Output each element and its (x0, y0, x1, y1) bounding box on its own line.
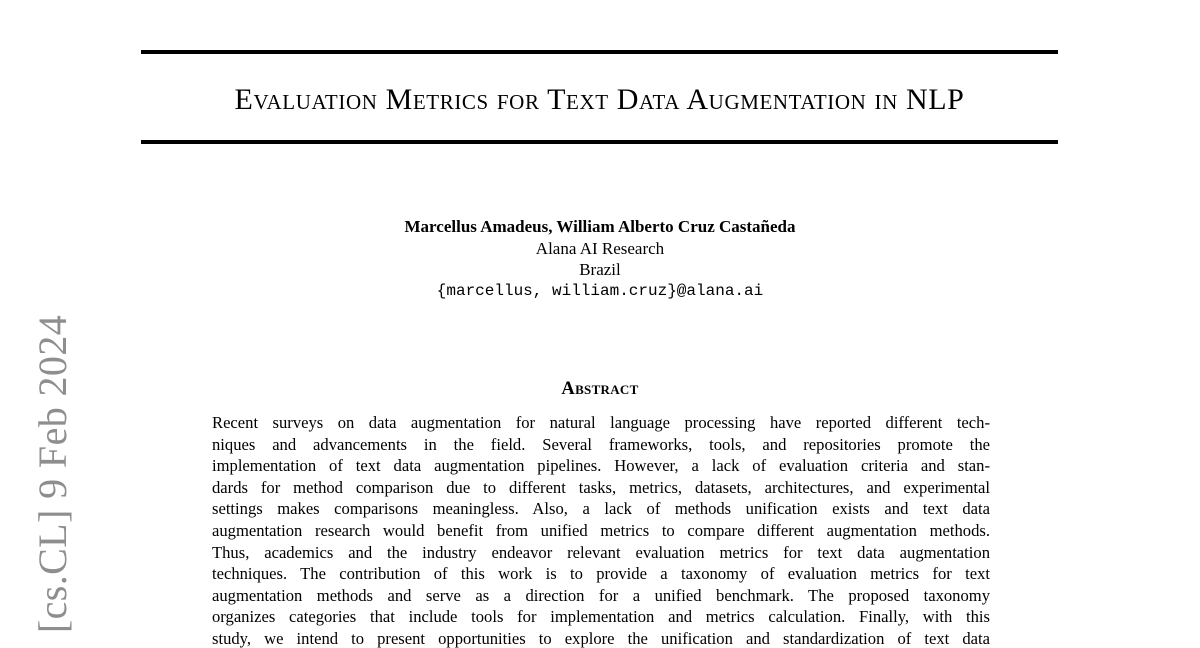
author-block (0, 216, 1200, 303)
abstract-line: augmentation methods and serve as a direction for a unified benchmark. The proposed taxonomy (212, 585, 990, 605)
abstract-line: niques and advancements in the field. Several frameworks, tools, and repositories promote the (212, 434, 990, 454)
author-email: {marcellus, william.cruz}@alana.ai (436, 282, 764, 301)
abstract-line: implementation of text data augmentation pipelines. However, a lack of evaluation criteria and stan- (212, 456, 990, 476)
abstract-line: dards for method comparison due to different tasks, metrics, datasets, architectures, and experimental (212, 477, 990, 497)
abstract-body (212, 412, 990, 648)
abstract-line: techniques. The contribution of this work is to provide a taxonomy of evaluation metrics for text (212, 564, 990, 584)
author-names: Marcellus Amadeus, William Alberto Cruz Castañeda (404, 217, 796, 236)
abstract-line: settings makes comparisons meaningless. Also, a lack of methods unification exists and text data (212, 499, 990, 519)
abstract-line: augmentation research would benefit from unified metrics to compare different augmentation methods. (212, 520, 990, 540)
author-country: Brazil (579, 260, 621, 280)
title-rule-bottom (141, 140, 1058, 144)
paper-title: Evaluation Metrics for Text Data Augmentation in NLP (234, 83, 965, 116)
title-rule-top (141, 50, 1058, 54)
author-affiliation: Alana AI Research (535, 238, 665, 258)
abstract-line: Recent surveys on data augmentation for natural language processing have reported different tech- (212, 413, 990, 432)
abstract-heading: Abstract (561, 379, 639, 399)
arxiv-stamp-text: [cs.CL] 9 Feb 2024 (30, 314, 75, 634)
abstract-line: study, we intend to present opportunities to explore the unification and standardization of text data (212, 628, 990, 648)
abstract-line: Thus, academics and the industry endeavor relevant evaluation metrics for text data augmentation (212, 542, 990, 562)
abstract-line: organizes categories that include tools for implementation and metrics calculation. Finally, with this (212, 607, 990, 627)
